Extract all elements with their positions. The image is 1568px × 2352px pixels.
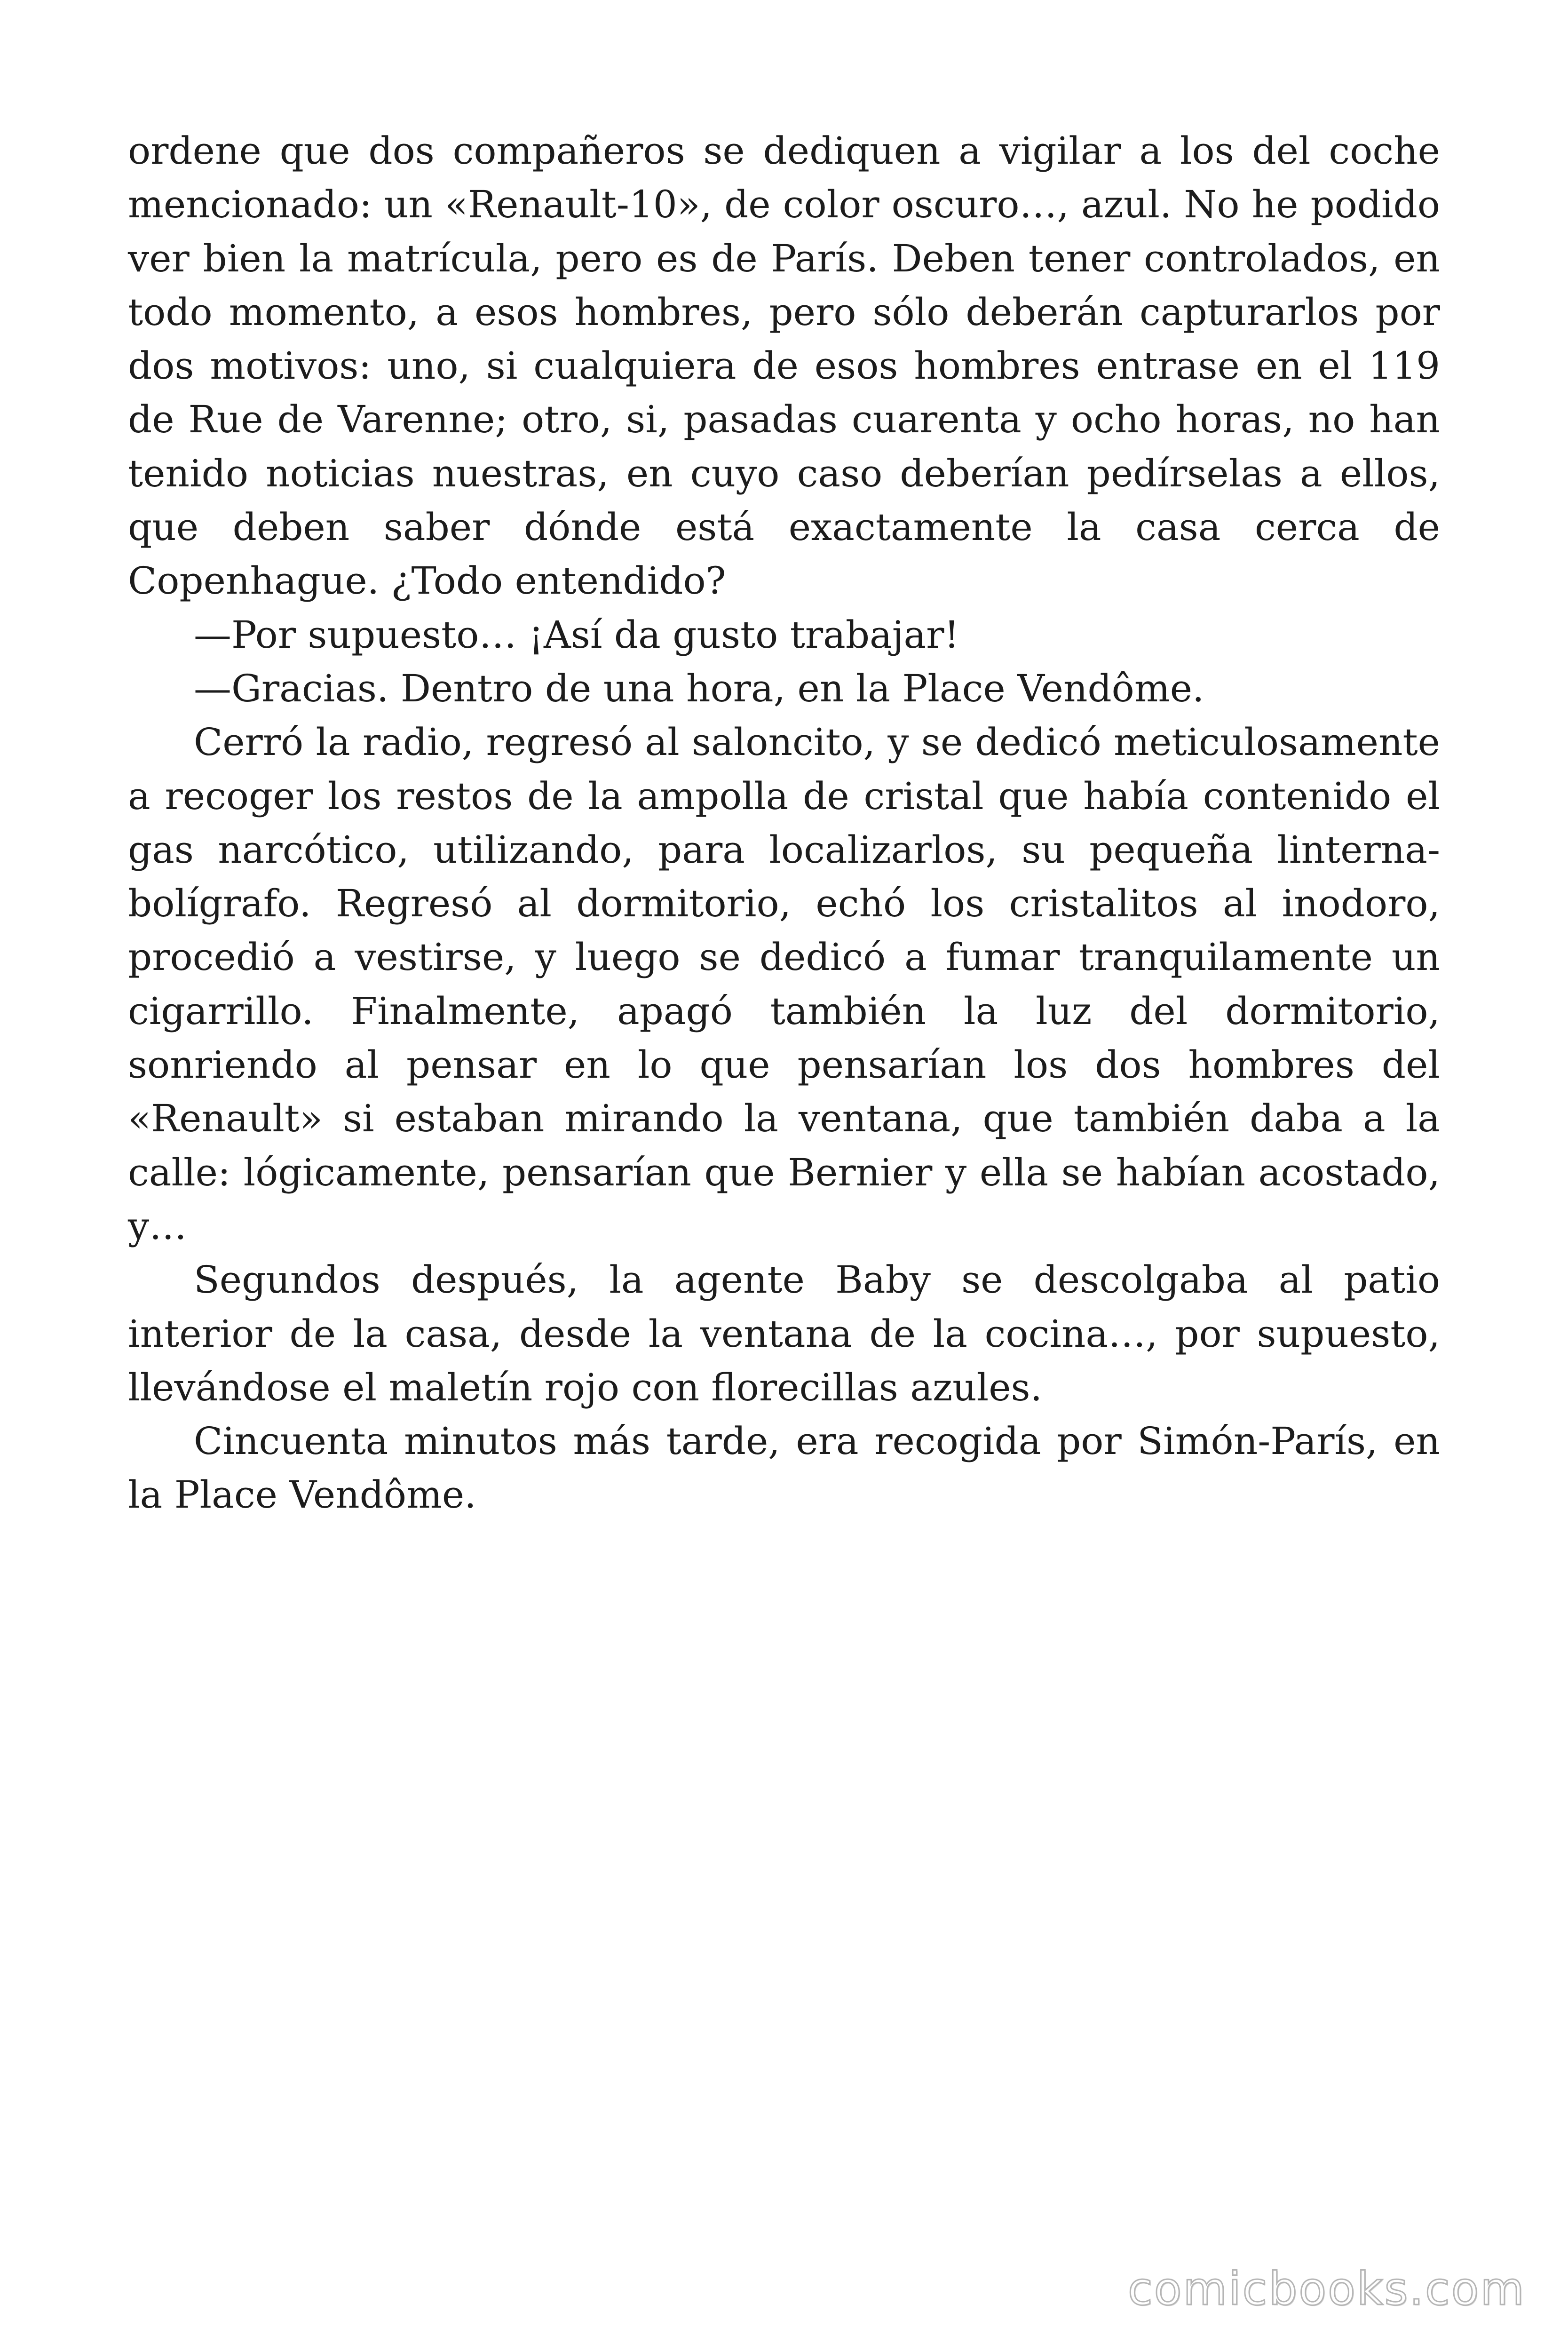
paragraph: Cincuenta minutos más tarde, era recogida por Simón-París, en la Place Vendôme. — [128, 1419, 1440, 1517]
dialogue-line: —Por supuesto… ¡Así da gusto trabajar! — [194, 612, 959, 657]
dialogue-line: —Gracias. Dentro de una hora, en la Place Vendôme. — [194, 666, 1204, 710]
paragraph: Cerró la radio, regresó al saloncito, y se dedicó meticulosamente a recoger los restos de la ampolla de cristal que había contenido el gas narcótico, utilizando, para localizarlos, su pequeña linterna-bolígrafo. Regresó al dormitorio, echó los cristalitos al inodoro, procedió a vestirse, y luego se dedicó a fumar tranquilamente un cigarrillo. Finalmente, apagó también la luz del dormitorio, sonriendo al pensar en lo que pensarían los dos hombres del «Renault» si estaban mirando la ventana, que también daba a la calle: lógicamente, pensarían que Bernier y ella se habían acostado, y… — [128, 720, 1440, 1248]
body-text — [128, 124, 1440, 1522]
paragraph: Segundos después, la agente Baby se descolgaba al patio interior de la casa, desde la ventana de la cocina…, por supuesto, llevándose el maletín rojo con florecillas azules. — [128, 1258, 1440, 1409]
site-watermark: comicbooks.com — [1127, 2263, 1526, 2315]
paragraph-continuation: ordene que dos compañeros se dediquen a vigilar a los del coche mencionado: un «Renault-10», de color oscuro…, azul. No he podido ver bien la matrícula, pero es de París. Deben tener controlados, en todo momento, a esos hombres, pero sólo deberán capturarlos por dos motivos: uno, si cualquiera de esos hombres entrase en el 119 de Rue de Varenne; otro, si, pasadas cuarenta y ocho horas, no han tenido noticias nuestras, en cuyo caso deberían pedírselas a ellos, que deben saber dónde está exactamente la casa cerca de Copenhague. ¿Todo entendido? — [128, 129, 1440, 603]
